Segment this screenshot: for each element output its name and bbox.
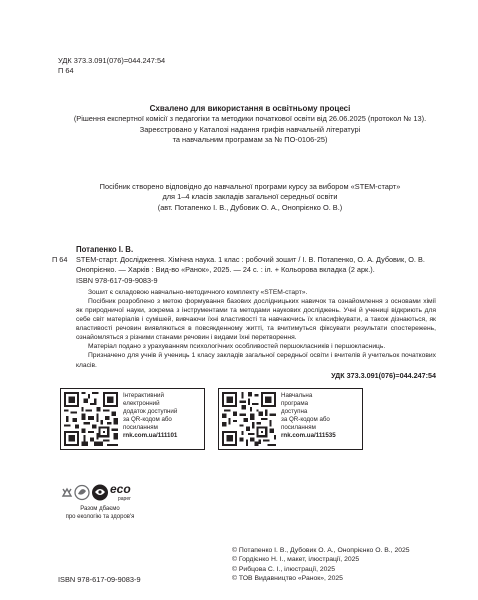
qr-code-icon[interactable] <box>64 392 118 446</box>
basis-line: Посібник створено відповідно до навчальної програми курсу за вибором «STEM-старт» <box>99 182 401 191</box>
qr-caption-line: посиланням <box>123 424 158 432</box>
copyright-line: © Рибцова С. І., ілюстрації, 2025 <box>232 565 335 573</box>
note-paragraph: Зошит є складовою навчально-методичного комплекту «STEM-старт». <box>88 288 308 296</box>
qr-caption-line: за QR-кодом або <box>123 416 172 424</box>
basis-line: для 1–4 класів закладів загальної середньої освіти <box>162 192 338 202</box>
eco-logo-sub: paper <box>118 496 131 502</box>
note-paragraph: Матеріал подано з урахуванням психологічних особливостей першокласників і першокласниць. <box>88 343 386 351</box>
note-paragraph: Призначено для учнів й учениць 1 класу закладів загальної середньої освіти і вчителів й учительок початкових класів. <box>76 352 436 369</box>
approval-line: та навчальним програмам за № ПО-0106-25) <box>172 135 328 145</box>
qr-caption-line: Навчальна <box>281 392 313 399</box>
copyright-line: © Потапенко І. В., Дубовик О. А., Онопрієнко О. В., 2025 <box>232 547 410 554</box>
eco-logo-word: eco <box>110 482 131 496</box>
udk-author-code: П 64 <box>58 66 74 75</box>
leaf-icon <box>75 486 89 500</box>
qr-link[interactable]: rnk.com.ua/111101 <box>123 432 178 440</box>
catalog-isbn: ISBN 978-617-09-9083-9 <box>76 275 158 285</box>
catalog-author: Потапенко І. В. <box>76 245 134 254</box>
qr-link[interactable]: rnk.com.ua/111535 <box>281 432 336 440</box>
copyright-line: © Гордієнко Н. І., макет, ілюстрації, 2025 <box>232 556 360 564</box>
udk-header <box>58 56 165 76</box>
eco-caption-line: про екологію та здоров'я <box>65 513 135 520</box>
note-paragraph: Посібник розроблено з метою формування базових дослідницьких навичок та ознайомлення з основами хімії як природничої науки, зокрема з інструментами та методами наукових досліджень. Учні й учениці відкриють для себе світ матеріалів і сумішей, вивчаючи їхні властивості та навчаючись їх класифікувати, а також дізнаються, як властивості речовин виявляються в повсякденному житті, та вчитимуться фіксувати результати спостережень, ознайомляться з різними станами речовин і видами їхні перетворення. <box>76 297 436 342</box>
eco-paper-logo <box>58 481 144 503</box>
approval-title: Схвалено для використання в освітньому процесі <box>149 104 351 113</box>
qr-caption-line: електронний <box>123 400 160 408</box>
qr-caption-line: за QR-кодом або <box>281 416 330 424</box>
basis-block <box>40 182 460 213</box>
eco-badge-icon <box>92 485 108 501</box>
catalog-notes <box>58 288 436 370</box>
qr-caption-line: додаток доступний <box>123 408 178 416</box>
qr-caption <box>281 392 336 441</box>
qr-caption-line: доступна <box>281 408 308 416</box>
approval-block <box>40 104 460 146</box>
eco-caption-line: Разом дбаємо <box>80 506 120 512</box>
basis-line: (авт. Потапенко І. В., Дубовик О. А., Онопрієнко О. В.) <box>157 202 343 212</box>
approval-line: Зареєстровано у Каталозі надання грифів навчальній літературі <box>139 124 361 134</box>
qr-caption <box>123 392 177 441</box>
catalog-code: П 64 <box>52 255 68 264</box>
qr-caption-line: посиланням <box>281 424 316 432</box>
qr-caption-line: програма <box>281 400 309 408</box>
qr-code-icon[interactable] <box>222 392 276 446</box>
copyright-block <box>232 546 410 584</box>
qr-box-curriculum <box>218 388 363 450</box>
udk-code: УДК 373.3.091(076)=044.247:54 <box>58 56 166 65</box>
isbn-bottom: ISBN 978-617-09-9083-9 <box>58 575 141 584</box>
eco-caption <box>50 506 150 522</box>
copyright-line: © ТОВ Видавництво «Ранок», 2025 <box>232 575 343 583</box>
qr-box-interactive-app <box>60 388 205 450</box>
approval-line: (Рішення експертної комісії з педагогіки та методики початкової освіти від 26.06.2025 (протокол № 13). <box>73 114 427 124</box>
catalog-description: STEM-старт. Дослідження. Хімічна наука. 1 клас : робочий зошит / І. В. Потапенко, О. А. Дубовик, О. В. Онопрієнко. — Харків : Вид-во «Ранок», 2025. — 24 с. : іл. + Кольорова вкладка (2 арк.). <box>76 255 425 275</box>
catalog-card <box>52 245 436 370</box>
qr-caption-line: Інтерактивний <box>123 392 164 399</box>
udk-right: УДК 373.3.091(076)=044.247:54 <box>331 371 436 380</box>
recycle-icon <box>63 489 71 496</box>
